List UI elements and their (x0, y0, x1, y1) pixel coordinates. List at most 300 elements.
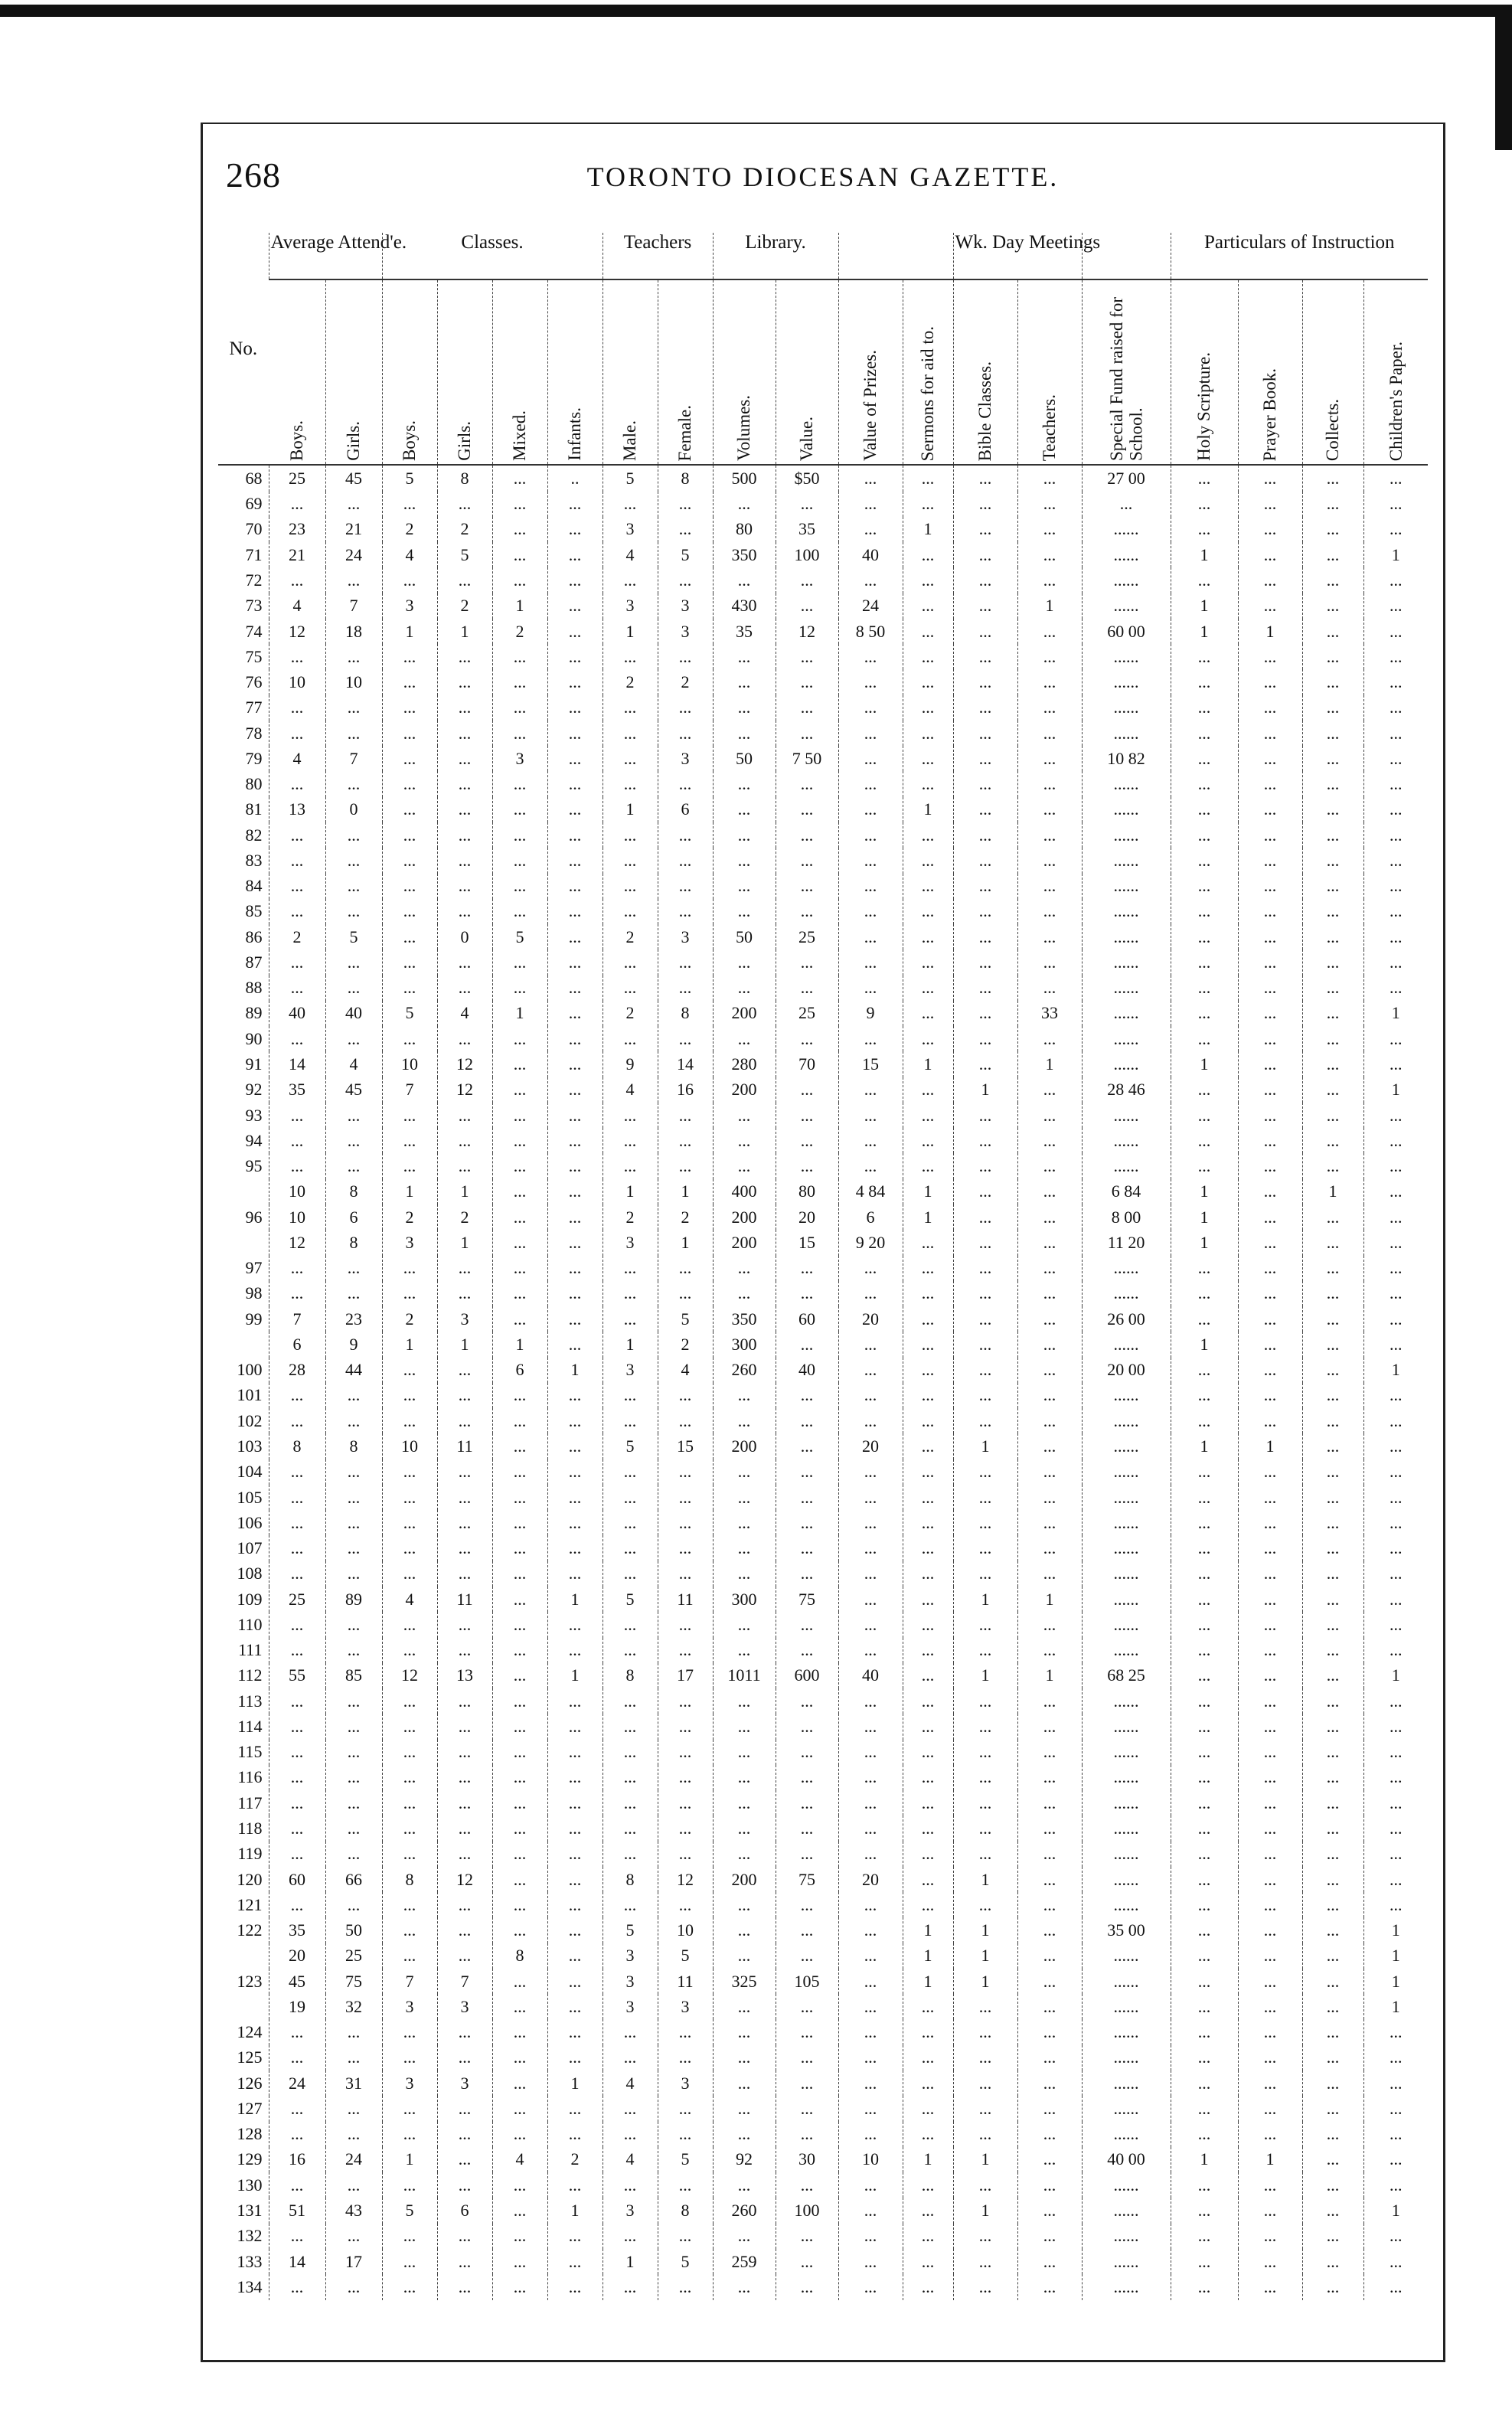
table-row (218, 1153, 1428, 1178)
table-cell: ... (437, 567, 492, 593)
table-cell: ... (437, 1917, 492, 1943)
table-cell: ... (492, 1510, 547, 1535)
table-cell: ... (1363, 746, 1428, 771)
table-cell: ... (1238, 1256, 1302, 1281)
row-number-cell: 81 (245, 799, 263, 819)
table-cell: ... (547, 1765, 603, 1790)
row-number-cell: 131 (237, 2200, 263, 2220)
table-cell: ... (382, 924, 437, 949)
table-cell: ... (713, 1612, 776, 1637)
table-cell: ... (492, 2249, 547, 2274)
table-cell: ... (1017, 1892, 1082, 1917)
table-cell: ... (903, 976, 953, 1001)
table-cell: ... (437, 1256, 492, 1281)
table-cell: 2 (382, 1204, 437, 1230)
table-cell: ... (603, 721, 658, 746)
table-cell: ... (1238, 593, 1302, 619)
table-cell: ... (437, 2096, 492, 2121)
table-cell: ... (1363, 1383, 1428, 1408)
row-number-cell: 68 (245, 468, 263, 488)
table-cell: ... (1238, 1332, 1302, 1357)
table-cell: ... (903, 1510, 953, 1535)
table-cell: 350 (713, 542, 776, 567)
table-cell: ...... (1082, 1765, 1171, 1790)
table-cell: 3 (658, 1994, 713, 2019)
table-cell: ... (547, 1535, 603, 1561)
table-cell: ... (1363, 2070, 1428, 2096)
table-row (218, 1179, 1428, 1204)
table-cell: 0 (325, 797, 382, 822)
table-cell: ... (437, 797, 492, 822)
table-row (218, 644, 1428, 669)
table-cell: ... (1302, 1256, 1363, 1281)
table-cell: ... (1017, 1994, 1082, 2019)
table-row (218, 1688, 1428, 1714)
table-cell: ... (838, 669, 903, 694)
table-cell: ... (437, 771, 492, 796)
table-cell: ... (547, 1077, 603, 1103)
table-cell: 10 (838, 2147, 903, 2172)
table-cell: ... (1363, 874, 1428, 899)
table-cell: ... (547, 1740, 603, 1765)
table-cell: ...... (1082, 567, 1171, 593)
table-cell: 44 (325, 1358, 382, 1383)
table-cell: ... (903, 1892, 953, 1917)
table-cell: 5 (603, 465, 658, 492)
row-number-cell: 124 (237, 2022, 263, 2042)
table-cell: ... (1017, 1740, 1082, 1765)
table-cell: ... (1171, 976, 1238, 1001)
table-cell: ... (1017, 771, 1082, 796)
table-cell: ... (1017, 1612, 1082, 1637)
table-cell: ... (382, 644, 437, 669)
table-cell: ... (953, 746, 1017, 771)
table-cell: ... (1302, 771, 1363, 796)
table-cell: ... (713, 2122, 776, 2147)
table-cell: 1 (382, 2147, 437, 2172)
table-row (218, 1408, 1428, 1433)
table-cell: ... (269, 1638, 325, 1663)
table-cell: ... (492, 492, 547, 517)
table-cell: ... (269, 1842, 325, 1867)
table-cell: ... (492, 848, 547, 873)
table-cell: ... (838, 2122, 903, 2147)
table-cell: 1 (953, 1969, 1017, 1994)
table-cell: ... (776, 593, 838, 619)
table-cell: ... (603, 848, 658, 873)
table-cell: ... (953, 1332, 1017, 1357)
table-cell: ... (325, 1714, 382, 1739)
table-cell: ... (903, 542, 953, 567)
table-cell: ... (1302, 1001, 1363, 1026)
table-cell: 1 (1363, 1663, 1428, 1688)
table-cell: ... (776, 1256, 838, 1281)
table-cell: 200 (713, 1230, 776, 1255)
table-cell: ... (603, 2096, 658, 2121)
table-cell: ... (492, 1740, 547, 1765)
table-cell: ... (1238, 2198, 1302, 2223)
table-cell: ... (492, 721, 547, 746)
row-number-cell: 115 (237, 1742, 263, 1762)
table-cell: ... (903, 1765, 953, 1790)
table-cell: 27 00 (1082, 465, 1171, 492)
table-cell: ... (776, 1433, 838, 1459)
table-cell: ... (325, 2172, 382, 2198)
table-cell: ... (1302, 874, 1363, 899)
table-cell: ... (1302, 1433, 1363, 1459)
table-cell: ... (1238, 1179, 1302, 1204)
table-cell: ... (953, 1256, 1017, 1281)
table-cell: ...... (1082, 976, 1171, 1001)
table-cell: ... (1363, 1306, 1428, 1332)
table-cell: ... (1238, 822, 1302, 848)
table-cell: ... (1302, 1332, 1363, 1357)
table-cell: ...... (1082, 1587, 1171, 1612)
table-cell: 16 (269, 2147, 325, 2172)
table-cell: ... (713, 1714, 776, 1739)
table-cell: ... (269, 1128, 325, 1153)
table-cell: ... (547, 1612, 603, 1637)
table-cell: ... (547, 2045, 603, 2070)
table-cell: ... (838, 1994, 903, 2019)
row-number-cell: 117 (237, 1793, 263, 1812)
table-cell: ... (325, 1103, 382, 1128)
table-cell: ...... (1082, 924, 1171, 949)
table-cell: ... (903, 924, 953, 949)
table-row (218, 1077, 1428, 1103)
table-cell: ... (382, 1943, 437, 1969)
table-cell: 3 (382, 2070, 437, 2096)
table-cell: ... (325, 1612, 382, 1637)
table-cell: ... (953, 542, 1017, 567)
table-cell: ... (325, 899, 382, 924)
table-cell: ... (382, 746, 437, 771)
table-cell: ... (269, 1408, 325, 1433)
table-cell: ... (547, 1103, 603, 1128)
table-cell: ... (269, 1485, 325, 1510)
table-cell: ... (776, 1383, 838, 1408)
table-cell: ... (953, 1001, 1017, 1026)
table-cell: ... (713, 2096, 776, 2121)
table-row (218, 1001, 1428, 1026)
table-cell: ... (1171, 2019, 1238, 2044)
table-cell: 19 (269, 1994, 325, 2019)
table-cell: ... (603, 976, 658, 1001)
table-cell: ... (903, 1535, 953, 1561)
table-cell: ... (1302, 492, 1363, 517)
table-cell: ...... (1082, 695, 1171, 721)
table-cell: ... (269, 1740, 325, 1765)
table-cell: ... (903, 2096, 953, 2121)
row-number-cell: 86 (245, 927, 263, 946)
table-cell: ... (1238, 2172, 1302, 2198)
table-cell: ... (776, 2096, 838, 2121)
table-cell: ... (903, 2019, 953, 2044)
table-cell: ... (382, 1459, 437, 1485)
row-number-cell: 113 (237, 1691, 263, 1711)
table-cell: ... (1302, 567, 1363, 593)
table-cell: ... (1017, 1256, 1082, 1281)
table-cell: ... (547, 492, 603, 517)
table-cell: ... (1302, 1051, 1363, 1077)
table-cell: ... (1017, 2172, 1082, 2198)
table-cell: ... (1302, 619, 1363, 644)
row-number-cell: 110 (237, 1614, 263, 1634)
table-cell: ... (903, 1994, 953, 2019)
table-cell: 24 (838, 593, 903, 619)
table-cell: ... (903, 644, 953, 669)
table-cell: ... (1017, 746, 1082, 771)
table-cell: ... (1171, 1892, 1238, 1917)
table-cell: ... (382, 669, 437, 694)
table-cell: ... (903, 1026, 953, 1051)
table-cell: ... (1363, 1612, 1428, 1637)
table-cell: ... (1302, 721, 1363, 746)
table-cell: ... (492, 1230, 547, 1255)
table-cell: 18 (325, 619, 382, 644)
table-cell: ... (953, 2019, 1017, 2044)
table-cell: ... (492, 2198, 547, 2223)
table-cell: ... (547, 1332, 603, 1357)
table-cell: ... (953, 593, 1017, 619)
table-cell: ... (953, 2096, 1017, 2121)
table-cell: ... (713, 492, 776, 517)
table-cell: ... (382, 2096, 437, 2121)
table-cell: ... (603, 1408, 658, 1433)
table-cell: ... (903, 822, 953, 848)
row-number-cell: 84 (245, 876, 263, 896)
table-cell: ... (492, 1535, 547, 1561)
table-cell: ... (382, 1383, 437, 1408)
row-number-cell: 111 (238, 1640, 263, 1660)
table-cell: ... (903, 1612, 953, 1637)
table-cell: ... (603, 644, 658, 669)
table-cell: ... (492, 771, 547, 796)
table-cell: ... (603, 1153, 658, 1178)
table-cell: ... (713, 1535, 776, 1561)
table-cell: ... (713, 1026, 776, 1051)
table-cell: ... (1302, 1561, 1363, 1587)
table-cell: ... (658, 949, 713, 975)
table-cell: 3 (658, 2070, 713, 2096)
table-cell: ... (838, 695, 903, 721)
table-cell: ... (903, 695, 953, 721)
table-cell: ... (1363, 2019, 1428, 2044)
table-cell: 3 (603, 1230, 658, 1255)
table-cell: ... (547, 1256, 603, 1281)
column-group-7: Particulars of Instruction (1171, 233, 1428, 279)
table-cell: ... (903, 949, 953, 975)
table-cell: ... (776, 2249, 838, 2274)
table-cell: ...... (1082, 1001, 1171, 1026)
table-cell: ... (492, 1383, 547, 1408)
table-cell: ... (838, 2224, 903, 2249)
table-cell: 3 (603, 1994, 658, 2019)
table-cell: ... (658, 1281, 713, 1306)
table-row (218, 1815, 1428, 1841)
table-cell: ... (269, 771, 325, 796)
table-cell: ... (1302, 848, 1363, 873)
table-cell: ... (1302, 644, 1363, 669)
table-cell: ... (492, 1892, 547, 1917)
table-cell: 35 (269, 1077, 325, 1103)
table-cell: 35 (776, 517, 838, 542)
table-cell: ... (437, 721, 492, 746)
table-cell: ... (382, 1256, 437, 1281)
row-number-cell: 130 (237, 2175, 263, 2195)
table-cell: ... (603, 2019, 658, 2044)
table-cell: ... (325, 1765, 382, 1790)
column-header-4 (492, 279, 547, 465)
table-cell: ... (382, 976, 437, 1001)
table-cell: 9 (838, 1001, 903, 1026)
table-row (218, 1765, 1428, 1790)
row-number-cell: 132 (237, 2226, 263, 2246)
table-cell: ... (1302, 1306, 1363, 1332)
table-cell: ... (658, 1688, 713, 1714)
table-cell: 35 (713, 619, 776, 644)
table-cell: 14 (658, 1051, 713, 1077)
table-cell: ... (269, 1765, 325, 1790)
table-cell: ...... (1082, 2070, 1171, 2096)
table-cell: ... (1238, 1815, 1302, 1841)
table-cell: ... (838, 1510, 903, 1535)
table-cell: ... (1363, 644, 1428, 669)
table-cell: ... (1363, 1128, 1428, 1153)
table-cell: ... (492, 1765, 547, 1790)
row-number-cell: 103 (237, 1436, 263, 1456)
table-cell: ... (713, 1153, 776, 1178)
table-cell: ... (603, 822, 658, 848)
table-cell: ... (269, 644, 325, 669)
table-cell: ... (492, 1485, 547, 1510)
table-cell: 5 (603, 1917, 658, 1943)
table-cell: ...... (1082, 1383, 1171, 1408)
table-cell: ... (1363, 2096, 1428, 2121)
table-cell: ... (547, 1510, 603, 1535)
table-cell: ... (1171, 2096, 1238, 2121)
table-cell: 1 (1171, 1332, 1238, 1357)
table-cell: ... (953, 2224, 1017, 2249)
table-cell: ...... (1082, 1714, 1171, 1739)
table-cell: ...... (1082, 1256, 1171, 1281)
table-cell: 80 (713, 517, 776, 542)
table-cell: ... (1302, 1714, 1363, 1739)
table-cell: ... (492, 1128, 547, 1153)
table-cell: 8 (492, 1943, 547, 1969)
table-cell: ...... (1082, 1128, 1171, 1153)
table-cell: 1 (1171, 1051, 1238, 1077)
table-cell: ... (713, 1740, 776, 1765)
table-row (218, 797, 1428, 822)
table-cell: ... (437, 1535, 492, 1561)
table-cell: ... (1363, 1204, 1428, 1230)
table-cell: 1 (953, 1077, 1017, 1103)
table-cell: ... (658, 1815, 713, 1841)
table-cell: ... (1017, 1153, 1082, 1178)
table-cell: ... (658, 1638, 713, 1663)
table-cell: ... (547, 1867, 603, 1892)
table-cell: 30 (776, 2147, 838, 2172)
table-cell: ... (382, 2274, 437, 2300)
table-cell: ... (776, 1077, 838, 1103)
table-cell: ... (953, 1994, 1017, 2019)
table-cell: ... (382, 1485, 437, 1510)
table-cell: ... (603, 874, 658, 899)
table-cell: ...... (1082, 1485, 1171, 1510)
table-cell: ... (547, 567, 603, 593)
table-cell: ...... (1082, 2224, 1171, 2249)
table-cell: 14 (269, 1051, 325, 1077)
table-cell: ... (1171, 1510, 1238, 1535)
table-cell: 2 (437, 593, 492, 619)
table-cell: ... (713, 874, 776, 899)
table-cell: 1 (953, 2198, 1017, 2223)
table-cell: ... (776, 1765, 838, 1790)
row-number-cell: 87 (245, 952, 263, 972)
table-cell: ... (1238, 2019, 1302, 2044)
table-cell: ... (953, 1408, 1017, 1433)
table-cell: ... (1363, 1714, 1428, 1739)
table-cell: 3 (437, 1306, 492, 1332)
table-cell: ... (547, 2274, 603, 2300)
table-cell: ... (1238, 1842, 1302, 1867)
table-cell: ... (1302, 1077, 1363, 1103)
table-cell: 1 (1238, 1433, 1302, 1459)
table-cell: ... (437, 1943, 492, 1969)
table-cell: 1 (953, 1867, 1017, 1892)
table-cell: ... (382, 822, 437, 848)
table-cell: ... (953, 822, 1017, 848)
table-cell: 1011 (713, 1663, 776, 1688)
row-number-cell: 95 (245, 1156, 263, 1176)
table-row (218, 1128, 1428, 1153)
table-cell: ... (658, 874, 713, 899)
table-cell: 1 (547, 1663, 603, 1688)
table-cell: ... (1017, 1306, 1082, 1332)
row-number-cell: 104 (237, 1462, 263, 1482)
table-cell: ... (1302, 593, 1363, 619)
table-cell: ... (776, 1688, 838, 1714)
table-cell: ... (776, 899, 838, 924)
table-cell: 70 (776, 1051, 838, 1077)
table-cell: 1 (547, 2198, 603, 2223)
table-cell: ... (838, 1077, 903, 1103)
table-cell: ... (1302, 2019, 1363, 2044)
table-cell: 12 (437, 1051, 492, 1077)
table-cell: ... (658, 1765, 713, 1790)
table-cell: ... (437, 2274, 492, 2300)
table-cell: ... (1171, 1765, 1238, 1790)
column-header-label: Special Fund raised for School. (1106, 297, 1146, 461)
table-cell: ... (658, 848, 713, 873)
table-cell: ... (776, 1103, 838, 1128)
table-cell: ... (492, 644, 547, 669)
table-cell: ... (953, 644, 1017, 669)
table-cell: ... (776, 2224, 838, 2249)
table-cell: ... (1238, 1612, 1302, 1637)
table-cell: ... (547, 669, 603, 694)
table-cell: ... (325, 1510, 382, 1535)
table-row (218, 1306, 1428, 1332)
table-cell: ... (1017, 567, 1082, 593)
table-cell: ... (838, 822, 903, 848)
column-header-label: Girls. (455, 421, 475, 461)
table-cell: ... (603, 1790, 658, 1815)
table-cell: ... (1017, 1714, 1082, 1739)
table-cell: ... (1363, 797, 1428, 822)
table-cell: ... (1017, 848, 1082, 873)
